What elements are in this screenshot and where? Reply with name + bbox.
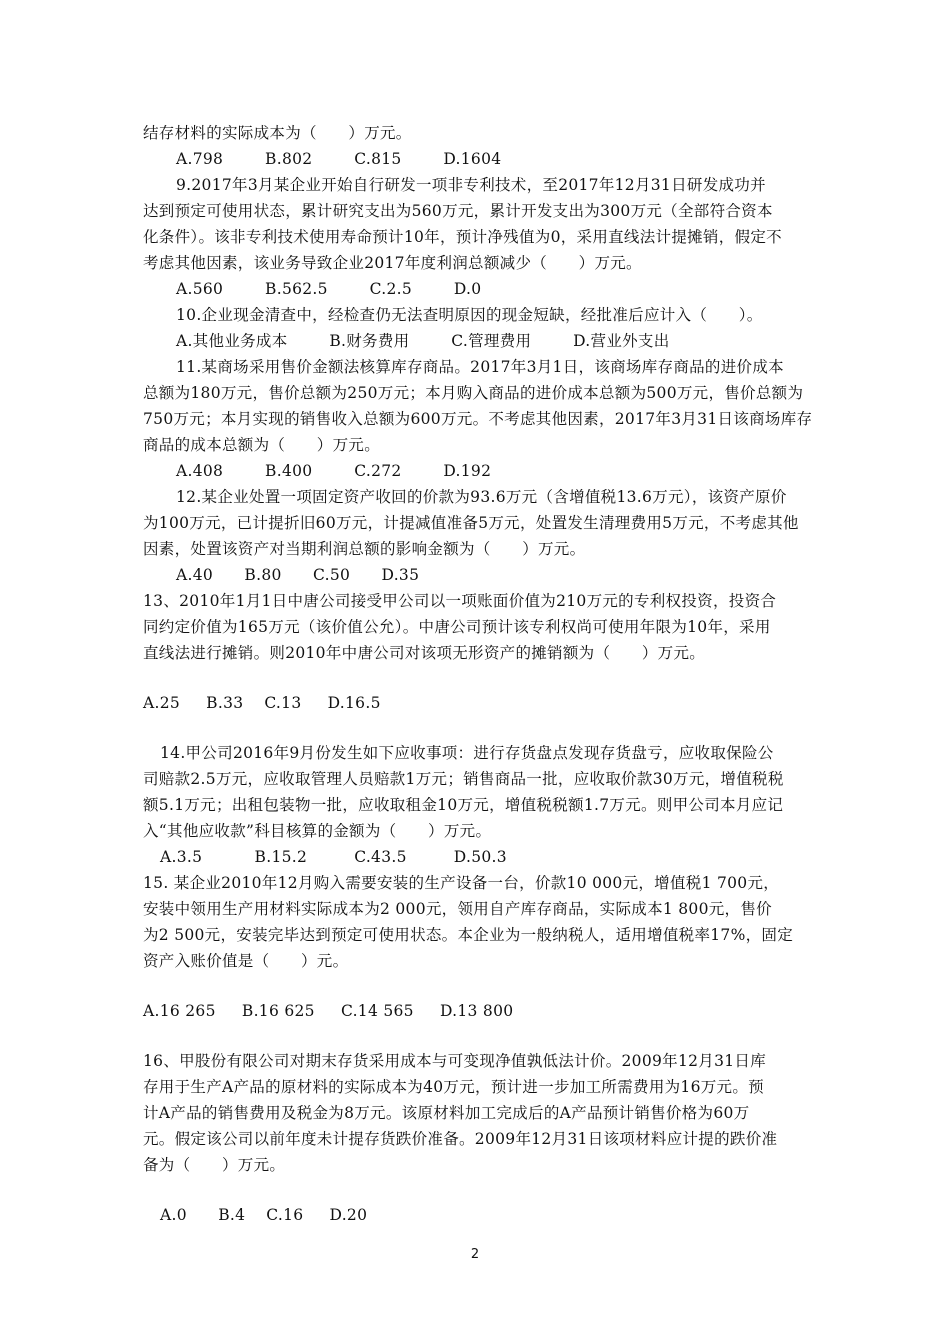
- q13-text-line: 13、2010年1月1日中唐公司接受甲公司以一项账面价值为210万元的专利权投资，投资合: [143, 592, 777, 610]
- q13-options: A.25 B.33 C.13 D.16.5: [143, 694, 381, 712]
- q15-text-line: 资产入账价值是（ ）元。: [143, 952, 349, 970]
- q14-text-line: 司赔款2.5万元，应收取管理人员赔款1万元；销售商品一批，应收取价款30万元，增值税税: [143, 770, 784, 788]
- q14-text-line: 入“其他应收款”科目核算的金额为（ ）万元。: [143, 822, 492, 840]
- q8-text-line: 结存材料的实际成本为（ ）万元。: [143, 124, 412, 142]
- q12-text-line: 为100万元，已计提折旧60万元，计提减值准备5万元，处置发生清理费用5万元，不考虑其他: [143, 514, 799, 532]
- q9-text-line: 考虑其他因素，该业务导致企业2017年度利润总额减少（ ）万元。: [143, 254, 642, 272]
- q11-text-line: 750万元；本月实现的销售收入总额为600万元。不考虑其他因素，2017年3月31日该商场库存: [143, 410, 813, 428]
- spacer: [143, 974, 813, 998]
- q14-options: A.3.5 B.15.2 C.43.5 D.50.3: [160, 848, 507, 866]
- q12-text-line: 因素，处置该资产对当期利润总额的影响金额为（ ）万元。: [143, 540, 586, 558]
- q11-text-line: 11.某商场采用售价金额法核算库存商品。2017年3月1日，该商场库存商品的进价成本: [176, 358, 784, 376]
- q16-text-line: 计A产品的销售费用及税金为8万元。该原材料加工完成后的A产品预计销售价格为60万: [143, 1104, 750, 1122]
- q14-text-line: 14.甲公司2016年9月份发生如下应收事项：进行存货盘点发现存货盘亏，应收取保险公: [160, 744, 774, 762]
- q9-options: A.560 B.562.5 C.2.5 D.0: [176, 280, 482, 298]
- q15-text-line: 安装中领用生产用材料实际成本为2 000元，领用自产库存商品，实际成本1 800元，售价: [143, 900, 772, 918]
- q9-text-line: 达到预定可使用状态，累计研究支出为560万元，累计开发支出为300万元（全部符合资本: [143, 202, 773, 220]
- q14-text-line: 额5.1万元；出租包装物一批，应收取租金10万元，增值税税额1.7万元。则甲公司本月应记: [143, 796, 784, 814]
- q13-text-line: 同约定价值为165万元（该价值公允）。中唐公司预计该专利权尚可使用年限为10年，采用: [143, 618, 771, 636]
- spacer: [143, 716, 813, 740]
- q15-options: A.16 265 B.16 625 C.14 565 D.13 800: [143, 1002, 514, 1020]
- q12-text-line: 12.某企业处置一项固定资产收回的价款为93.6万元（含增值税13.6万元），该资产原价: [176, 488, 787, 506]
- q16-text-line: 备为（ ）万元。: [143, 1156, 286, 1174]
- q16-text-line: 16、甲股份有限公司对期末存货采用成本与可变现净值孰低法计价。2009年12月31日库: [143, 1052, 767, 1070]
- q16-text-line: 存用于生产A产品的原材料的实际成本为40万元，预计进一步加工所需费用为16万元。预: [143, 1078, 764, 1096]
- q11-text-line: 总额为180万元，售价总额为250万元；本月购入商品的进价成本总额为500万元，售价总额为: [143, 384, 804, 402]
- q15-text-line: 为2 500元，安装完毕达到预定可使用状态。本企业为一般纳税人，适用增值税率17%，固定: [143, 926, 794, 944]
- q15-text-line: 15. 某企业2010年12月购入需要安装的生产设备一台，价款10 000元，增值税1 700元，: [143, 874, 780, 892]
- spacer: [143, 1024, 813, 1048]
- q9-text-line: 化条件）。该非专利技术使用寿命预计10年，预计净残值为0，采用直线法计提摊销，假定不: [143, 228, 782, 246]
- spacer: [143, 1178, 813, 1202]
- spacer: [143, 666, 813, 690]
- q8-options: A.798 B.802 C.815 D.1604: [176, 150, 502, 168]
- q16-text-line: 元。假定该公司以前年度未计提存货跌价准备。2009年12月31日该项材料应计提的跌价准: [143, 1130, 778, 1148]
- q12-options: A.40 B.80 C.50 D.35: [176, 566, 420, 584]
- q9-text-line: 9.2017年3月某企业开始自行研发一项非专利技术，至2017年12月31日研发成功并: [176, 176, 766, 194]
- q11-text-line: 商品的成本总额为（ ）万元。: [143, 436, 381, 454]
- q10-text-line: 10.企业现金清查中，经检查仍无法查明原因的现金短缺，经批准后应计入（ ）。: [176, 306, 763, 324]
- page-number: 2: [470, 1247, 480, 1262]
- q11-options: A.408 B.400 C.272 D.192: [176, 462, 492, 480]
- question-list: [143, 120, 813, 1228]
- q16-options: A.0 B.4 C.16 D.20: [160, 1206, 368, 1224]
- q10-options: A.其他业务成本 B.财务费用 C.管理费用 D.营业外支出: [176, 332, 670, 350]
- q13-text-line: 直线法进行摊销。则2010年中唐公司对该项无形资产的摊销额为（ ）万元。: [143, 644, 706, 662]
